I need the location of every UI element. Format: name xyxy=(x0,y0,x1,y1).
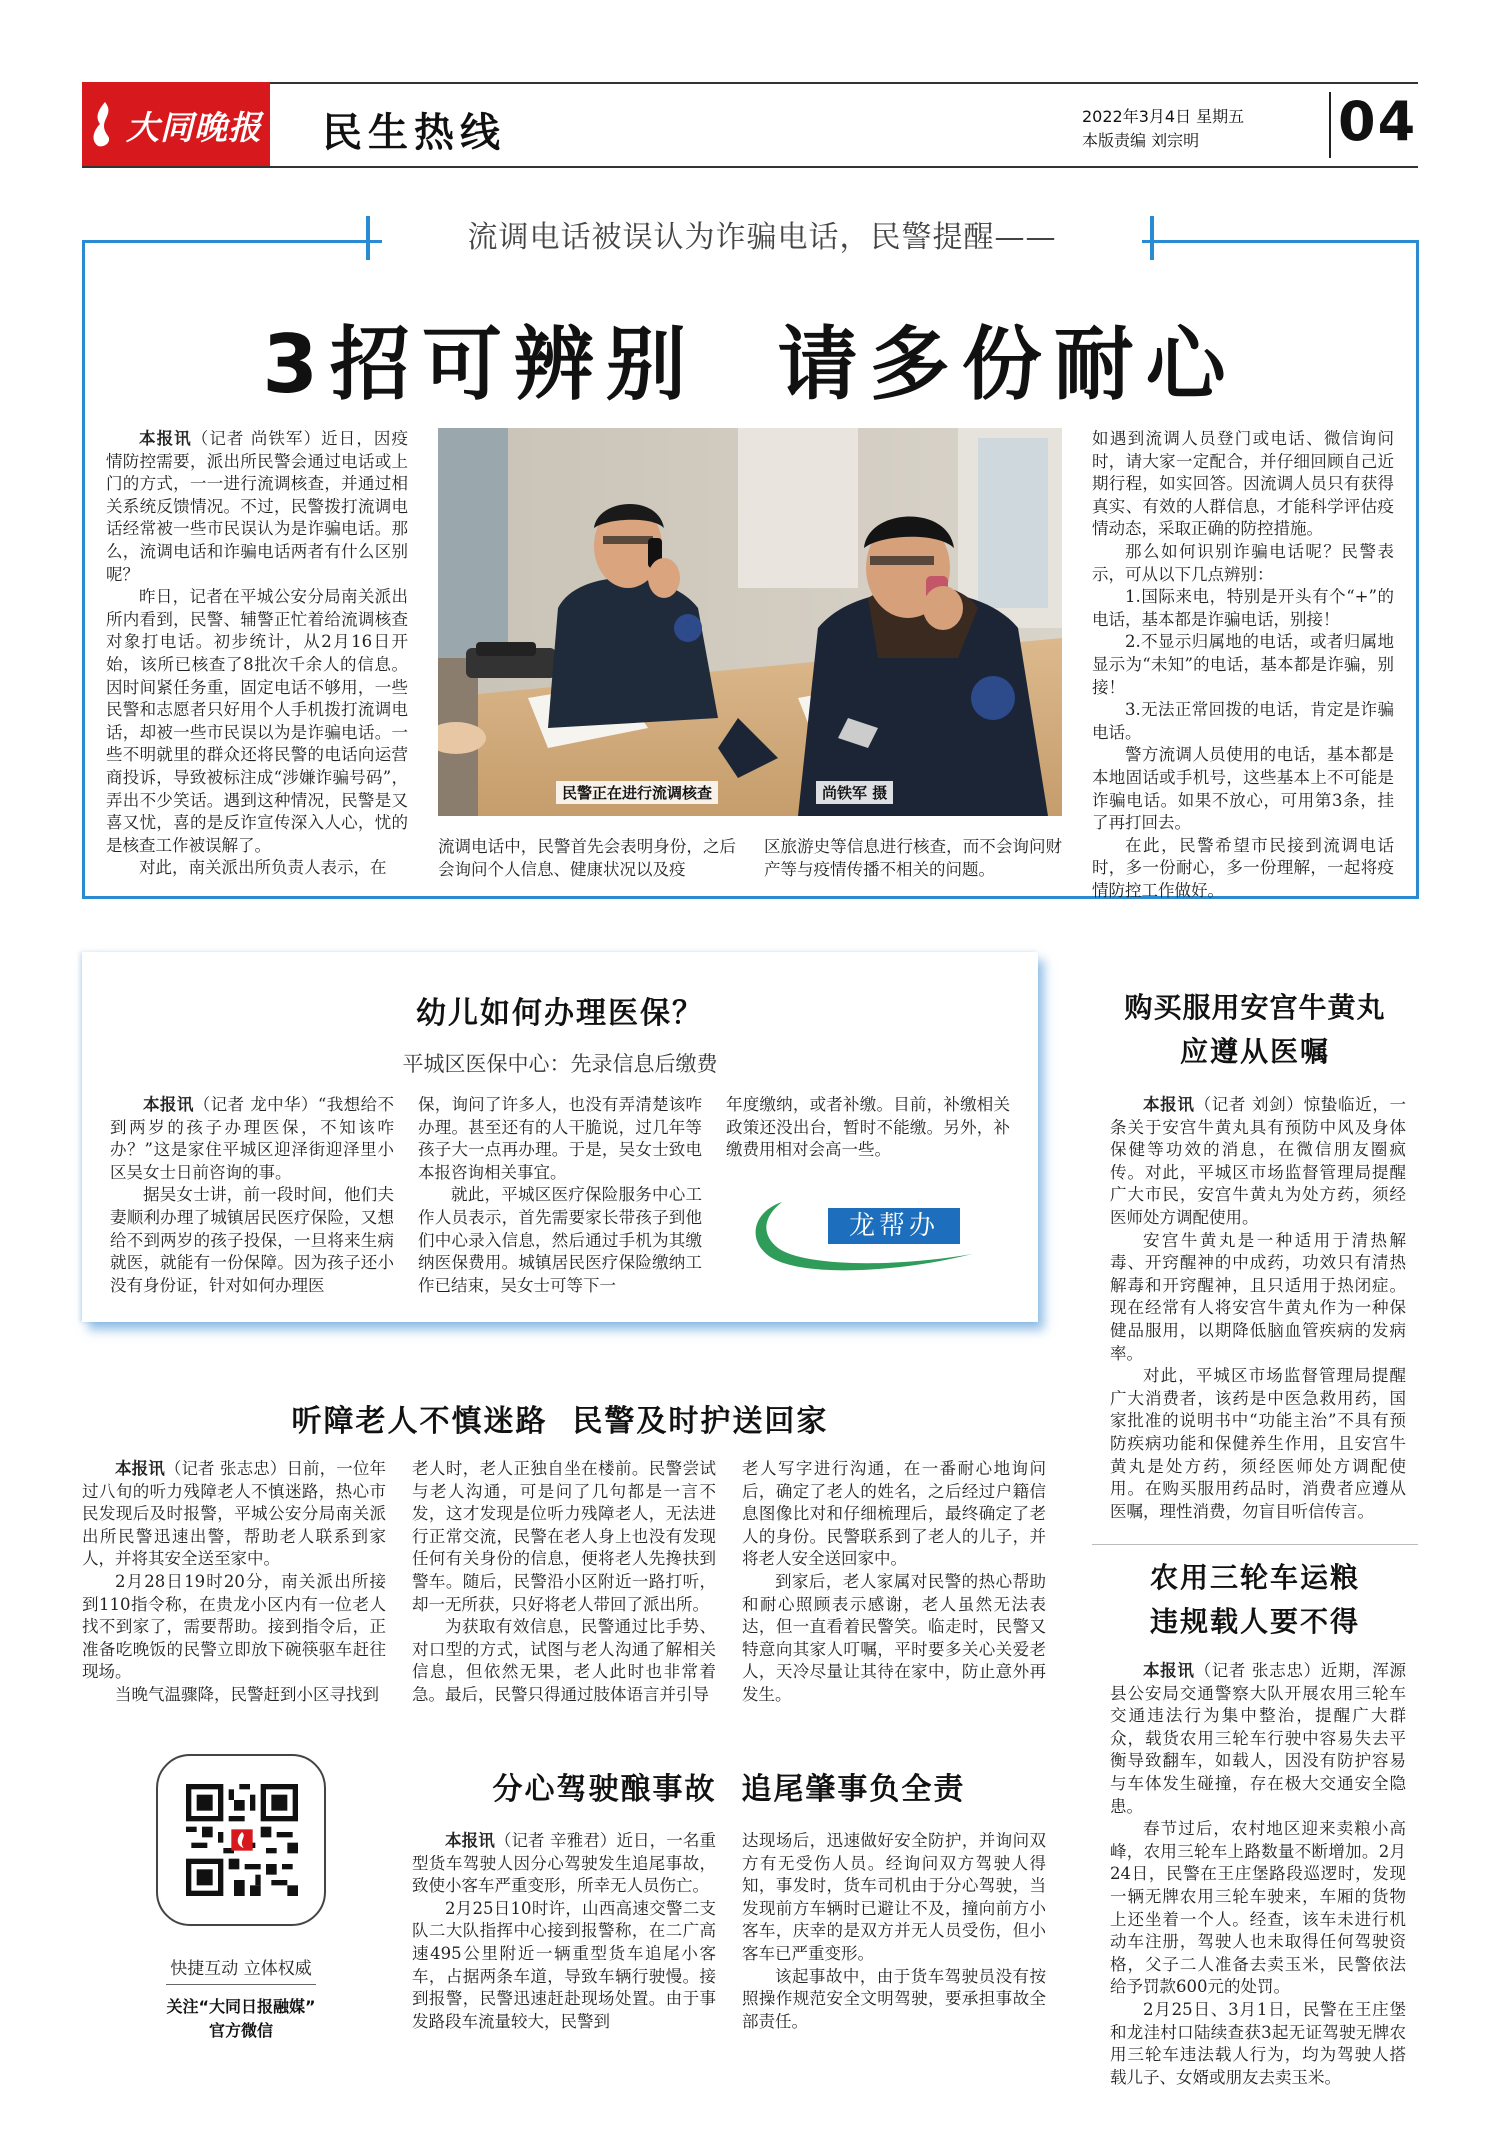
elder-column-1: 本报讯（记者 张志忠）日前，一位年过八旬的听力残障老人不慎迷路，热心市民发现后及时报警，平城公安分局南关派出所民警迅速出警，帮助老人联系到家人，并将其安全送至家中。 2月28日19时20分，南关派出所接到110指令称，在贵龙小区内有一位老人找不到家了，需要帮助。接到指令后，正准备吃晚饭的民警立即放下碗筷驱车赶往现场。 当晚气温骤降，民警赶到小区寻找到 xyxy=(82,1459,386,1704)
photo-caption: 民警正在进行流调核查 xyxy=(556,781,718,804)
masthead-bottom-rule xyxy=(82,166,1418,168)
qr-code-icon xyxy=(186,1784,298,1896)
insurance-column-3: 年度缴纳，或者补缴。目前，补缴相关政策还没出台，暂时不能缴。另外，补缴费用相对会高一些。 xyxy=(726,1095,1010,1160)
byline-tag: 本报讯 xyxy=(143,1095,194,1114)
insurance-column-2: 保，询问了许多人，也没有弄清楚该咋办理。甚至还有的人干脆说，过几年等孩子大一点再办理。于是，吴女士致电本报咨询相关事宜。 就此，平城区医疗保险服务中心工作人员表示，首先需要家长带孩子到他们中心录入信息，然后通过手机为其缴纳医保费用。城镇居民医疗保险缴纳工作已结束，吴女士可等下一 xyxy=(418,1095,702,1295)
elder-headline: 听障老人不慎迷路 民警及时护送回家 xyxy=(291,1404,829,1439)
page-editor: 本版责编 刘宗明 xyxy=(1082,131,1200,150)
byline-tag: 本报讯 xyxy=(1143,1661,1195,1680)
elder-column-3: 老人写字进行沟通，在一番耐心地询问后，确定了老人的姓名，之后经过户籍信息图像比对和仔细梳理后，最终确定了老人的身份。民警联系到了老人的儿子，并将老人安全送回家中。 到家后，老人家属对民警的热心帮助和耐心照顾表示感谢，老人虽然无法表达，但一直看着民警笑。临走时，民警又特意向其家人叮嘱，平时要多关心关爱老人，天冷尽量让其待在家中，防止意外再发生。 xyxy=(742,1459,1046,1704)
badge-label: 龙帮办 xyxy=(828,1208,960,1244)
under-photo-left: 流调电话中，民警首先会表明身份，之后会询问个人信息、健康状况以及疫 xyxy=(438,837,736,879)
kicker-bar-right xyxy=(1150,216,1154,260)
byline-tag: 本报讯 xyxy=(139,429,192,448)
news-photo xyxy=(438,428,1062,816)
insurance-column-1: 本报讯（记者 龙中华）“我想给不到两岁的孩子办理医保，不知该咋办？”这是家住平城区迎泽街迎泽里小区吴女士日前咨询的事。 据吴女士讲，前一段时间，他们夫妻顺利办理了城镇居民医疗保险，又想给不到两岁的孩子投保，一旦将来生病就医，就能有一份保障。因为孩子还小没有身份证，针对如何办理医 xyxy=(110,1095,394,1295)
masthead xyxy=(82,82,1418,168)
qr-follow-line-2: 官方微信 xyxy=(208,2021,273,2040)
lead-kicker: 流调电话被误认为诈骗电话，民警提醒—— xyxy=(382,218,1142,258)
masthead-top-rule xyxy=(82,82,1418,84)
flame-icon xyxy=(90,100,120,150)
truck-column-1: 本报讯（记者 辛雅君）近日，一名重型货车驾驶人因分心驾驶发生追尾事故，致使小客车严重变形，所幸无人员伤亡。 2月25日10时许，山西高速交警二支队二大队指挥中心接到报警称，在二广高速495公里附近一辆重型货车追尾小客车，占据两条车道，导致车辆行驶慢。接到报警，民警迅速赶赴现场处置。由于事发路段车流量较大，民警到 xyxy=(412,1831,716,2031)
right-column-divider xyxy=(1092,1544,1418,1545)
truck-headline: 分心驾驶酿事故 追尾肇事负全责 xyxy=(492,1772,966,1807)
kicker-bar-left xyxy=(366,216,370,260)
police-officers-photo xyxy=(438,428,1062,816)
angong-headline-2: 应遵从医嘱 xyxy=(1179,1035,1330,1068)
section-name: 民生热线 xyxy=(322,110,506,156)
lead-headline: 3招可辨别 请多份耐心 xyxy=(262,318,1238,411)
under-photo-right: 区旅游史等信息进行核查，而不会询问财产等与疫情传播不相关的问题。 xyxy=(764,837,1062,879)
tricycle-body: 本报讯（记者 张志忠）近期，浑源县公安局交通警察大队开展农用三轮车交通违法行为集中整治，提醒广大群众，载货农用三轮车行驶中容易失去平衡导致翻车，如载人，因没有防护容易与车体发生碰撞，存在极大交通安全隐患。 春节过后，农村地区迎来卖粮小高峰，农用三轮车上路数量不断增加。2月24日，民警在王庄堡路段巡逻时，发现一辆无牌农用三轮车驶来，车厢的货物上还坐着一个人。经查，该车未进行机动车注册，驾驶人也未取得任何驾驶资格，父子二人准备去卖玉米，民警依法给予罚款600元的处罚。 2月25日、3月1日，民警在王庄堡和龙洼村口陆续查获3起无证驾驶无牌农用三轮车违法载人行为，均为驾驶人搭载儿子、女婿或朋友去卖玉米。 xyxy=(1110,1661,1407,2087)
logo-text: 大同晚报 xyxy=(126,107,262,147)
photo-credit: 尚铁军 摄 xyxy=(816,781,893,804)
qr-frame[interactable] xyxy=(156,1754,326,1926)
truck-column-2: 达现场后，迅速做好安全防护，并询问双方有无受伤人员。经询问双方驾驶人得知，事发时，货车司机由于分心驾驶，当发现前方车辆时已避让不及，撞向前方小客车，庆幸的是双方并无人员受伤，但小客车已严重变形。 该起事故中，由于货车驾驶员没有按照操作规范安全文明驾驶，要承担事故全部责任。 xyxy=(742,1831,1046,2031)
tricycle-headline-2: 违规载人要不得 xyxy=(1149,1605,1360,1638)
page-number: 04 xyxy=(1338,90,1418,153)
lead-column-3: 如遇到流调人员登门或电话、微信询问时，请大家一定配合，并仔细回顾自己近期行程，如实回答。因流调人员只有获得真实、有效的人群信息，才能科学评估疫情动态，采取正确的防控措施。 那么如何识别诈骗电话呢？民警表示，可从以下几点辨别： 1.国际来电，特别是开头有个“+”的电话，基本都是诈骗电话，别接！ 2.不显示归属地的电话，或者归属地显示为“未知”的电话，基本都是诈骗，别接！ 3.无法正常回拨的电话，肯定是诈骗电话。 警方流调人员使用的电话，基本都是本地固话或手机号，这些基本上不可能是诈骗电话。如果不放心，可用第3条，挂了再打回去。 在此，民警希望市民接到流调电话时，多一份耐心，多一份理解，一起将疫情防控工作做好。 xyxy=(1092,429,1394,900)
byline-tag: 本报讯 xyxy=(115,1459,165,1478)
byline-tag: 本报讯 xyxy=(445,1831,495,1850)
lead-paragraph: 对此，南关派出所负责人表示，在 xyxy=(139,858,387,878)
long-bang-ban-badge xyxy=(742,1182,994,1276)
elder-column-2: 老人时，老人正独自坐在楼前。民警尝试与老人沟通，可是问了几句都是一言不发，这才发现是位听力残障老人，无法进行正常交流，民警在老人身上也没有发现任何有关身份的信息，便将老人先搀扶到警车。随后，民警沿小区附近一路打听，却一无所获，只好将老人带回了派出所。 为获取有效信息，民警通过比手势、对口型的方式，试图与老人沟通了解相关信息，但依然无果，老人此时也非常着急。最后，民警只得通过肢体语言并引导 xyxy=(412,1459,716,1704)
lead-paragraph: 本报讯（记者 尚铁军）近日，因疫情防控需要，派出所民警会通过电话或上门的方式，一一进行流调核查，并通过相关系统反馈情况。不过，民警拨打流调电话经常被一些市民误认为是诈骗电话。那么，流调电话和诈骗电话两者有什么区别呢？ xyxy=(106,429,408,584)
page-divider xyxy=(1329,92,1331,158)
tricycle-headline-1: 农用三轮车运粮 xyxy=(1149,1561,1360,1594)
newspaper-logo xyxy=(82,82,270,168)
qr-slogan-rule xyxy=(166,1984,316,1985)
angong-body: 本报讯（记者 刘剑）惊蛰临近，一条关于安宫牛黄丸具有预防中风及身体保健等功效的消息，在微信朋友圈疯传。对此，平城区市场监督管理局提醒广大市民，安宫牛黄丸为处方药，须经医师处方调配使用。 安宫牛黄丸是一种适用于清热解毒、开窍醒神的中成药，功效只有清热解毒和开窍醒神，且只适用于热闭症。现在经常有人将安宫牛黄丸作为一种保健品服用，以期降低脑血管疾病的发病率。 对此，平城区市场监督管理局提醒广大消费者，该药是中医急救用药，国家批准的说明书中“功能主治”不具有预防疾病功能和保健养生作用，且安宫牛黄丸是处方药，须经医师处方调配使用。在购买服用药品时，消费者应遵从医嘱，理性消费，勿盲目听信传言。 xyxy=(1110,1095,1407,1521)
insurance-subtitle: 平城区医保中心：先录信息后缴费 xyxy=(402,1052,718,1076)
insurance-headline: 幼儿如何办理医保？ xyxy=(416,996,704,1031)
byline-tag: 本报讯 xyxy=(1143,1095,1195,1114)
issue-date: 2022年3月4日 星期五 xyxy=(1082,107,1245,126)
qr-box xyxy=(138,1754,344,2044)
angong-headline-1: 购买服用安宫牛黄丸 xyxy=(1124,991,1386,1024)
lead-paragraph: 昨日，记者在平城公安分局南关派出所内看到，民警、辅警正忙着给流调核查对象打电话。初步统计，从2月16日开始，该所已核查了8批次千余人的信息。因时间紧任务重，固定电话不够用，一些民警和志愿者只好用个人手机拨打流调电话，却被一些市民误以为是诈骗电话。一些不明就里的群众还将民警的电话向运营商投诉，导致被标注成“涉嫌诈骗号码”，弄出不少笑话。遇到这种情况，民警是又喜又忧，喜的是反诈宣传深入人心，忧的是核查工作被误解了。 xyxy=(106,587,408,855)
lead-column-1 xyxy=(106,428,408,880)
qr-follow-line-1: 关注“大同日报融媒” xyxy=(166,1997,316,2016)
qr-slogan: 快捷互动 立体权威 xyxy=(170,1959,312,1979)
